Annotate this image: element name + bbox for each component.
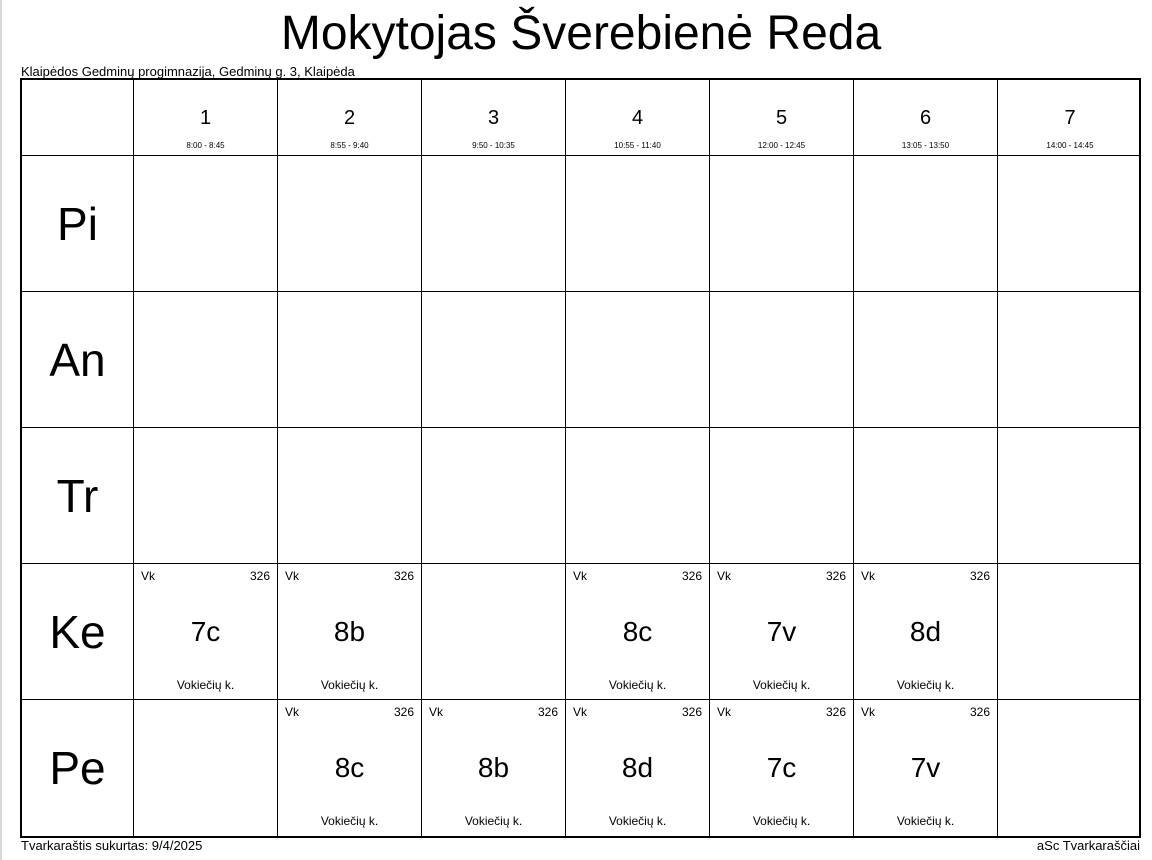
lesson-cell[interactable] — [278, 564, 422, 700]
empty-slot — [998, 156, 1141, 292]
lesson-class: 8c — [334, 752, 365, 783]
empty-slot — [566, 428, 710, 564]
software-brand: aSc Tvarkaraščiai — [1036, 838, 1140, 853]
created-date: Tvarkaraštis sukurtas: 9/4/2025 — [21, 838, 203, 853]
lesson-room: 326 — [249, 569, 270, 583]
lesson-subject-code: Vk — [717, 705, 732, 719]
day-label-cell — [22, 700, 134, 836]
period-number: 6 — [919, 107, 932, 129]
period-header — [278, 80, 422, 156]
empty-slot — [854, 428, 998, 564]
period-time: 9:50 - 10:35 — [472, 141, 515, 150]
lesson-cell[interactable] — [854, 700, 998, 836]
lesson-cell[interactable] — [566, 564, 710, 700]
lesson-class: 7v — [766, 616, 797, 647]
day-label-cell — [22, 292, 134, 428]
empty-slot — [854, 156, 998, 292]
lesson-subject-name: Vokiečių k. — [608, 814, 667, 828]
lesson-class: 8b — [477, 752, 510, 783]
lesson-room: 326 — [537, 705, 558, 719]
empty-slot — [710, 292, 854, 428]
lesson-cell[interactable] — [278, 700, 422, 836]
lesson-cell[interactable] — [710, 564, 854, 700]
empty-slot — [278, 428, 422, 564]
period-time: 8:00 - 8:45 — [186, 141, 225, 150]
lesson-subject-name: Vokiečių k. — [752, 814, 811, 828]
empty-slot — [998, 700, 1141, 836]
lesson-subject-name: Vokiečių k. — [896, 678, 955, 692]
page-title: Mokytojas Šverebienė Reda — [280, 7, 882, 60]
day-label: Tr — [56, 469, 99, 522]
period-number: 1 — [199, 107, 212, 129]
lesson-subject-name: Vokiečių k. — [608, 678, 667, 692]
empty-slot — [998, 428, 1141, 564]
period-number: 2 — [343, 107, 356, 129]
empty-slot — [710, 156, 854, 292]
empty-slot — [422, 564, 566, 700]
lesson-subject-code: Vk — [717, 569, 732, 583]
lesson-class: 8c — [622, 616, 653, 647]
empty-slot — [998, 564, 1141, 700]
lesson-subject-name: Vokiečių k. — [176, 678, 235, 692]
lesson-subject-code: Vk — [141, 569, 156, 583]
period-time: 10:55 - 11:40 — [614, 141, 661, 150]
period-header — [854, 80, 998, 156]
lesson-class: 7v — [910, 752, 941, 783]
day-label: Pi — [57, 197, 98, 250]
day-label: Ke — [49, 605, 106, 658]
lesson-class: 8d — [909, 616, 942, 647]
school-address: Klaipėdos Gedminų progimnazija, Gedminų g. 3, Klaipėda — [21, 64, 355, 79]
empty-slot — [566, 292, 710, 428]
empty-slot — [134, 292, 278, 428]
lesson-cell[interactable] — [566, 700, 710, 836]
period-time: 13:05 - 13:50 — [901, 141, 950, 150]
lesson-room: 326 — [681, 569, 702, 583]
lesson-subject-name: Vokiečių k. — [752, 678, 811, 692]
lesson-class: 8d — [621, 752, 654, 783]
timetable-grid — [20, 78, 1141, 838]
period-number: 7 — [1064, 107, 1076, 129]
lesson-subject-code: Vk — [285, 569, 300, 583]
lesson-cell[interactable] — [710, 700, 854, 836]
lesson-class: 7c — [190, 616, 221, 647]
day-label: An — [49, 333, 106, 386]
lesson-subject-name: Vokiečių k. — [320, 814, 379, 828]
empty-slot — [134, 156, 278, 292]
period-header — [134, 80, 278, 156]
period-time: 8:55 - 9:40 — [330, 141, 369, 150]
empty-slot — [134, 428, 278, 564]
period-number: 3 — [487, 107, 500, 129]
lesson-room: 326 — [825, 705, 846, 719]
empty-slot — [422, 428, 566, 564]
lesson-cell[interactable] — [134, 564, 278, 700]
page-edge — [0, 0, 2, 860]
period-number: 4 — [631, 107, 644, 129]
empty-slot — [278, 156, 422, 292]
lesson-room: 326 — [825, 569, 846, 583]
period-header — [566, 80, 710, 156]
empty-slot — [278, 292, 422, 428]
lesson-room: 326 — [681, 705, 702, 719]
empty-slot — [710, 428, 854, 564]
lesson-room: 326 — [969, 569, 990, 583]
lesson-room: 326 — [969, 705, 990, 719]
day-label-cell — [22, 156, 134, 292]
empty-slot — [566, 156, 710, 292]
lesson-class: 7c — [766, 752, 797, 783]
lesson-class: 8b — [333, 616, 366, 647]
lesson-cell[interactable] — [422, 700, 566, 836]
period-header — [422, 80, 566, 156]
empty-slot — [422, 292, 566, 428]
lesson-subject-code: Vk — [285, 705, 300, 719]
period-number: 5 — [775, 107, 788, 129]
period-header — [710, 80, 854, 156]
lesson-subject-code: Vk — [573, 569, 588, 583]
lesson-room: 326 — [393, 569, 414, 583]
period-time: 12:00 - 12:45 — [757, 141, 806, 150]
empty-slot — [422, 156, 566, 292]
lesson-cell[interactable] — [854, 564, 998, 700]
lesson-subject-name: Vokiečių k. — [320, 678, 379, 692]
corner-cell — [22, 80, 134, 156]
empty-slot — [998, 292, 1141, 428]
day-label-cell — [22, 428, 134, 564]
period-time: 14:00 - 14:45 — [1046, 141, 1094, 150]
lesson-room: 326 — [393, 705, 414, 719]
lesson-subject-name: Vokiečių k. — [896, 814, 955, 828]
lesson-subject-code: Vk — [429, 705, 444, 719]
lesson-subject-name: Vokiečių k. — [464, 814, 523, 828]
day-label-cell — [22, 564, 134, 700]
empty-slot — [854, 292, 998, 428]
lesson-subject-code: Vk — [573, 705, 588, 719]
lesson-subject-code: Vk — [861, 569, 876, 583]
empty-slot — [134, 700, 278, 836]
period-header — [998, 80, 1141, 156]
day-label: Pe — [49, 742, 106, 794]
lesson-subject-code: Vk — [861, 705, 876, 719]
